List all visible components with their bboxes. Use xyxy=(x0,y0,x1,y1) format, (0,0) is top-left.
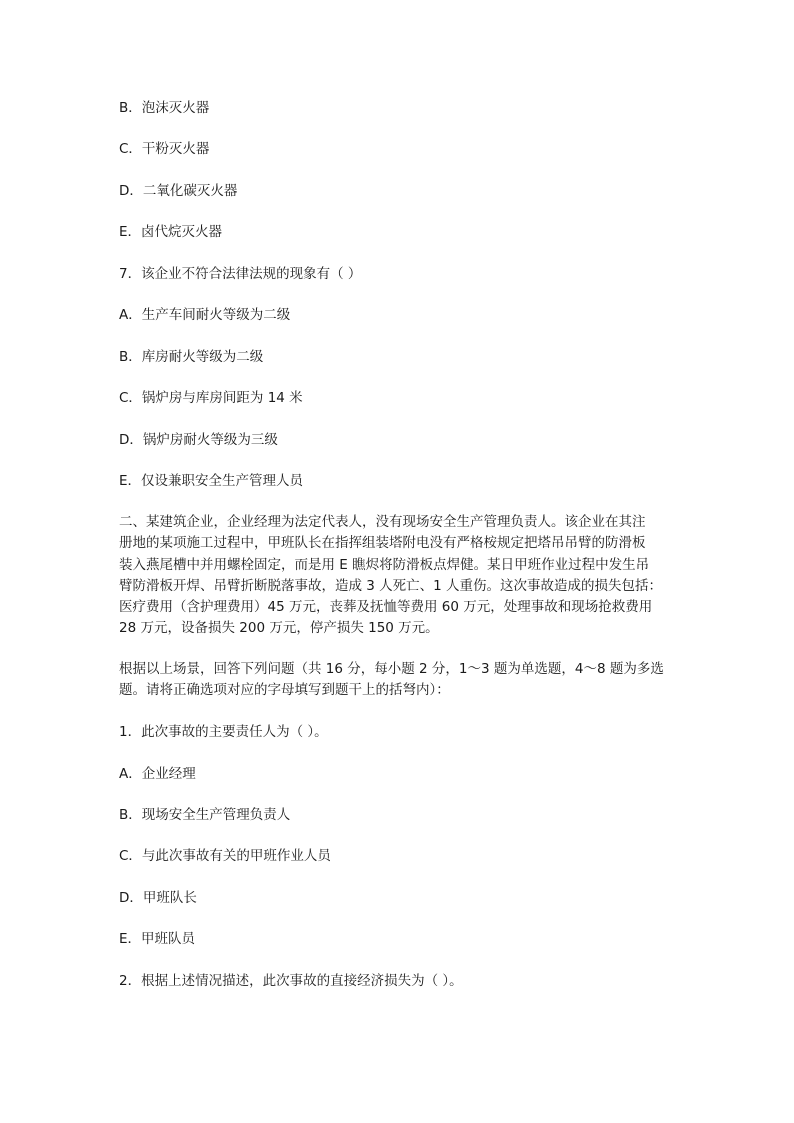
q1-option-c: C．与此次事故有关的甲班作业人员 xyxy=(119,848,331,864)
scenario-2-line: 臂防滑板开焊、吊臂折断脱落事故，造成 3 人死亡、1 人重伤。这次事故造成的损失包括： xyxy=(119,577,663,594)
q1-option-b: B．现场安全生产管理负责人 xyxy=(119,807,291,823)
q7-option-b: B．库房耐火等级为二级 xyxy=(119,349,264,365)
scenario-2-line: 28 万元，设备损失 200 万元，停产损失 150 万元。 xyxy=(119,620,439,637)
q7-question: 7．该企业不符合法律法规的现象有（ ） xyxy=(119,266,362,282)
q6-option-c: C．干粉灭火器 xyxy=(119,141,210,157)
instructions-line: 根据以上场景，回答下列问题（共 16 分，每小题 2 分，1～3 题为单选题，4～8 题为多选 xyxy=(119,661,664,677)
q7-option-a: A．生产车间耐火等级为二级 xyxy=(119,307,291,323)
scenario-2-line: 册地的某项施工过程中，甲班队长在指挥组装塔附电没有严格桉规定把塔吊吊臂的防滑板 xyxy=(119,535,646,552)
q1-option-e: E．甲班队员 xyxy=(119,931,196,947)
q1-option-d: D．甲班队长 xyxy=(119,890,197,906)
q6-option-b: B．泡沫灭火器 xyxy=(119,100,210,116)
q7-option-c: C．锅炉房与库房间距为 14 米 xyxy=(119,390,303,406)
scenario-2-line: 二、某建筑企业，企业经理为法定代表人，没有现场安全生产管理负责人。该企业在其注 xyxy=(119,514,646,530)
q7-option-d: D．锅炉房耐火等级为三级 xyxy=(119,432,278,448)
q2-question: 2．根据上述情况描述，此次事故的直接经济损失为（ ）。 xyxy=(119,973,463,989)
instructions-paragraph xyxy=(119,659,675,702)
q1-question: 1．此次事故的主要责任人为（ ）。 xyxy=(119,724,328,740)
q6-option-e: E．卤代烷灭火器 xyxy=(119,224,223,240)
q1-option-a: A．企业经理 xyxy=(119,766,196,782)
scenario-2-line: 装入燕尾槽中并用螺栓固定，而是用 E 瞧烬将防滑板点焊健。某日甲班作业过程中发生吊 xyxy=(119,556,650,573)
scenario-2-paragraph xyxy=(119,512,675,640)
scenario-2-line: 医疗费用（含护理费用）45 万元，丧葬及抚恤等费用 60 万元，处理事故和现场抢救费用 xyxy=(119,599,653,616)
q6-option-d: D．二氧化碳灭火器 xyxy=(119,183,238,199)
instructions-line: 题。请将正确选项对应的字母填写到题干上的括弩内）： xyxy=(119,682,450,699)
q7-option-e: E．仅设兼职安全生产管理人员 xyxy=(119,473,304,489)
